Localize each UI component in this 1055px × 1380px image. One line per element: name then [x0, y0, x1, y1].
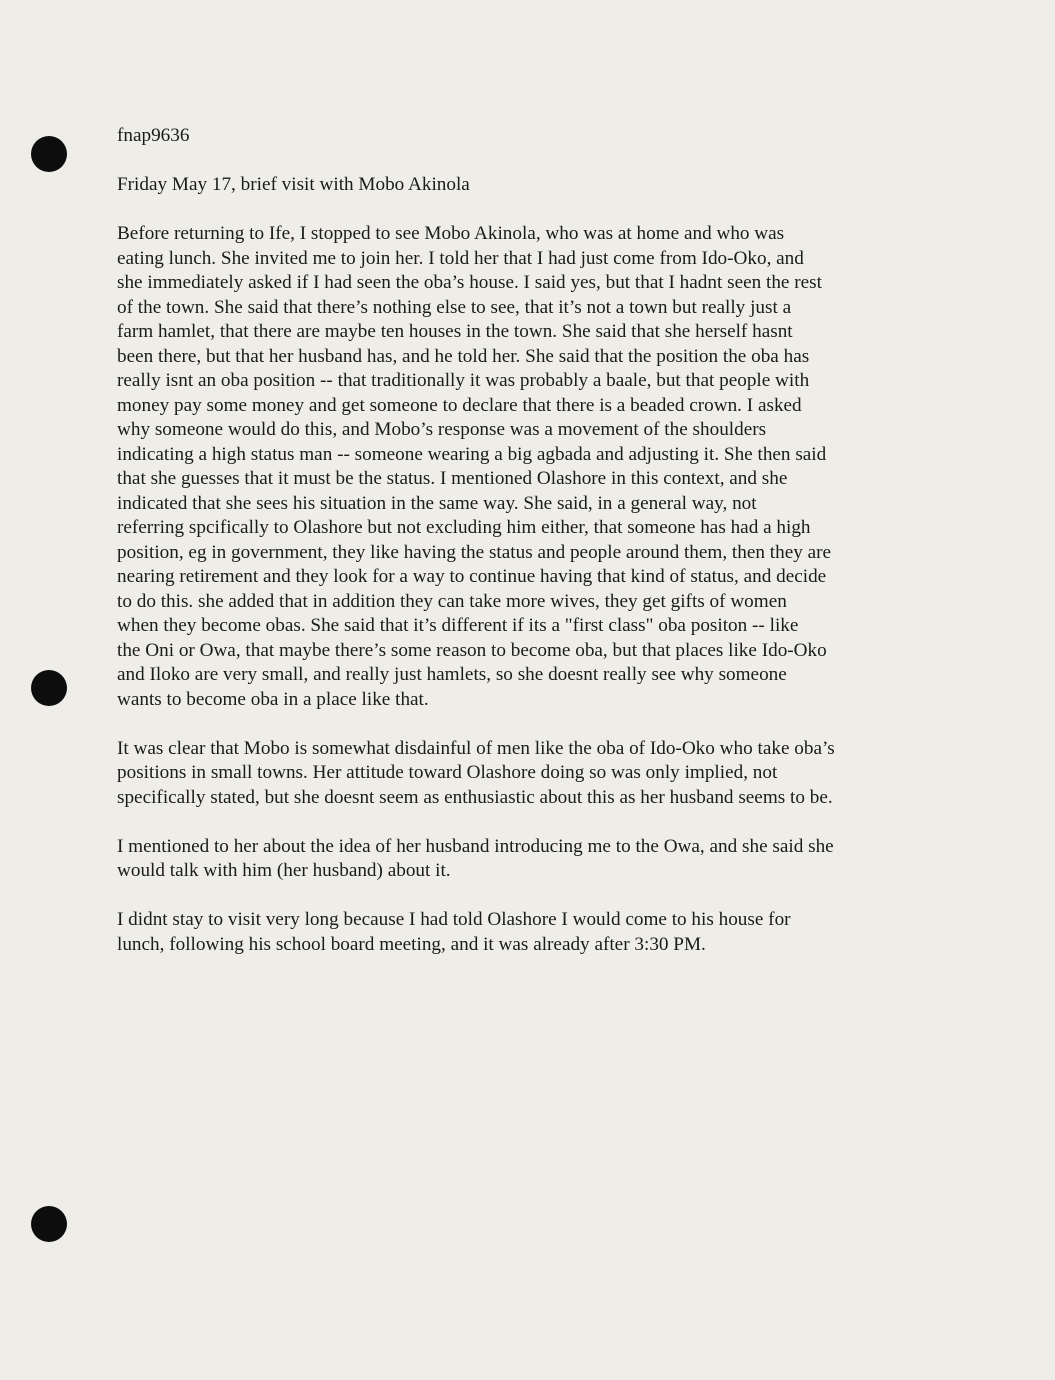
- paragraph-line: nearing retirement and they look for a way to continue having that kind of status, and decide: [117, 566, 827, 587]
- paragraph-line: farm hamlet, that there are maybe ten houses in the town. She said that she herself hasnt: [117, 321, 793, 342]
- paragraph-line: the Oni or Owa, that maybe there’s some reason to become oba, but that places like Ido-Oko: [117, 639, 827, 661]
- punch-hole-bottom: [31, 1206, 67, 1242]
- document-id: fnap9636: [117, 125, 190, 146]
- punch-hole-top: [31, 136, 67, 172]
- paragraph: [117, 737, 932, 811]
- paragraph: [117, 222, 932, 712]
- paragraph-line: I mentioned to her about the idea of her husband introducing me to the Owa, and she said she: [117, 835, 834, 857]
- paragraph-line: when they become obas. She said that it’s different if its a "first class" oba positon -- like: [117, 615, 799, 636]
- paragraph-line: really isnt an oba position -- that traditionally it was probably a baale, but that people with: [117, 370, 810, 391]
- paragraph-line: and Iloko are very small, and really just hamlets, so she doesnt really see why someone: [117, 664, 787, 685]
- paragraph-line: that she guesses that it must be the status. I mentioned Olashore in this context, and she: [117, 468, 788, 489]
- document-body: [117, 124, 932, 982]
- paragraph-line: indicating a high status man -- someone wearing a big agbada and adjusting it. She then said: [117, 443, 827, 465]
- paragraph-line: she immediately asked if I had seen the oba’s house. I said yes, but that I hadnt seen the rest: [117, 272, 822, 293]
- paragraph: [117, 835, 932, 884]
- paragraph-line: specifically stated, but she doesnt seem as enthusiastic about this as her husband seems to be.: [117, 786, 833, 808]
- paragraph-line: lunch, following his school board meeting, and it was already after 3:30 PM.: [117, 933, 706, 955]
- paragraph: [117, 908, 932, 957]
- paragraph-line: Before returning to Ife, I stopped to see Mobo Akinola, who was at home and who was: [117, 223, 785, 244]
- paragraph-line: It was clear that Mobo is somewhat disdainful of men like the oba of Ido-Oko who take oba’s: [117, 737, 835, 759]
- paragraph-line: money pay some money and get someone to declare that there is a beaded crown. I asked: [117, 394, 802, 416]
- paragraph-line: I didnt stay to visit very long because I had told Olashore I would come to his house for: [117, 909, 791, 930]
- paragraph-line: to do this. she added that in addition they can take more wives, they get gifts of women: [117, 590, 787, 612]
- paragraph-line: eating lunch. She invited me to join her. I told her that I had just come from Ido-Oko, and: [117, 247, 804, 269]
- paragraph-line: been there, but that her husband has, and he told her. She said that the position the oba has: [117, 345, 810, 367]
- paragraph-list: [117, 222, 932, 957]
- paragraph-line: positions in small towns. Her attitude toward Olashore doing so was only implied, not: [117, 762, 778, 783]
- paragraph-line: would talk with him (her husband) about it.: [117, 860, 451, 881]
- paragraph-line: position, eg in government, they like having the status and people around them, then they are: [117, 541, 832, 563]
- paragraph-line: of the town. She said that there’s nothing else to see, that it’s not a town but really just a: [117, 296, 792, 318]
- punch-hole-middle: [31, 670, 67, 706]
- paragraph-line: why someone would do this, and Mobo’s response was a movement of the shoulders: [117, 419, 767, 440]
- paragraph-line: referring spcifically to Olashore but not excluding him either, that someone has had a high: [117, 517, 811, 538]
- paragraph-line: wants to become oba in a place like that.: [117, 688, 429, 710]
- document-heading: Friday May 17, brief visit with Mobo Akinola: [117, 173, 470, 195]
- paragraph-line: indicated that she sees his situation in the same way. She said, in a general way, not: [117, 492, 757, 514]
